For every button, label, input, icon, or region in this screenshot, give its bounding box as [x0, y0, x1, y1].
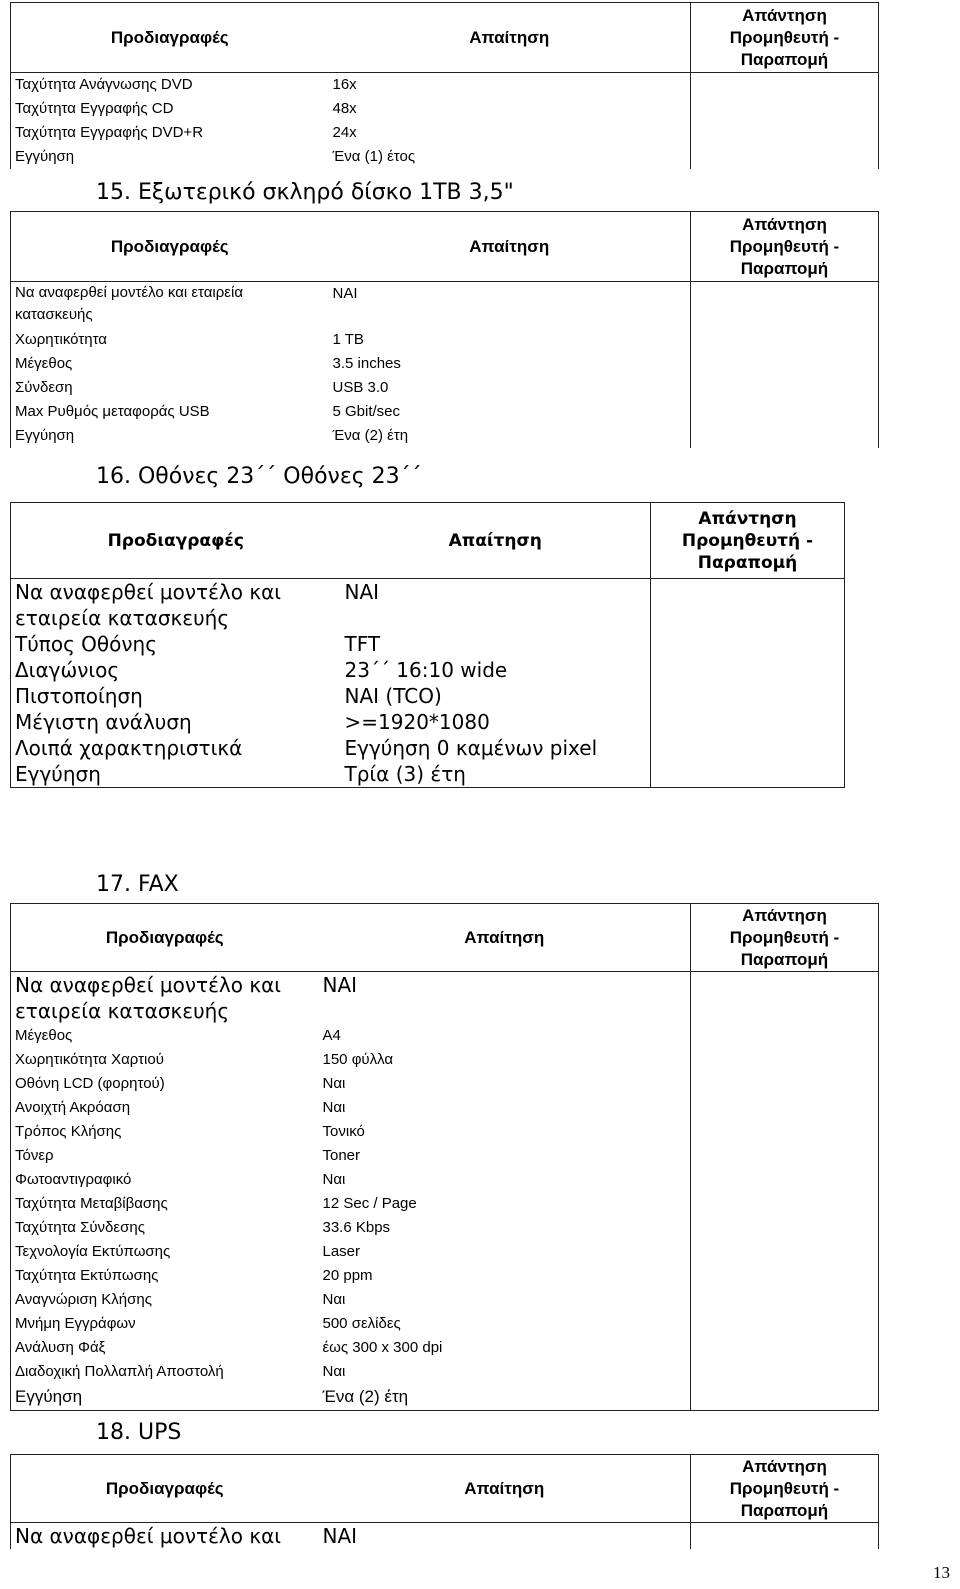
response-cell[interactable] — [691, 1240, 879, 1264]
section-17-title: 17. FAX — [96, 872, 179, 897]
response-cell[interactable] — [691, 1144, 879, 1168]
header-spec: Προδιαγραφές — [11, 3, 329, 73]
table-monitors — [10, 502, 845, 788]
header-req: Απαίτηση — [319, 1455, 691, 1523]
response-cell[interactable] — [691, 376, 879, 400]
header-spec: Προδιαγραφές — [11, 1455, 319, 1523]
header-response: Απάντηση Προμηθευτή - Παραπομή — [691, 3, 879, 73]
spec-cell: Μέγεθος — [11, 352, 329, 376]
spec-cell: Μνήμη Εγγράφων — [11, 1312, 319, 1336]
req-cell: >=1920*1080 — [344, 710, 490, 734]
spec-cell: Τύπος Οθόνης — [11, 631, 341, 657]
req-cell: 5 Gbit/sec — [332, 402, 401, 420]
header-response: Απάντηση Προμηθευτή - Παραπομή — [651, 503, 845, 579]
spec-cell: Εγγύηση — [11, 145, 329, 169]
response-cell[interactable] — [691, 1096, 879, 1120]
spec-cell: Τεχνολογία Εκτύπωσης — [11, 1240, 319, 1264]
req-cell: Ναι — [322, 1291, 346, 1308]
spec-cell: Ταχύτητα Εκτύπωσης — [11, 1264, 319, 1288]
response-cell[interactable] — [651, 683, 845, 709]
header-response: Απάντηση Προμηθευτή - Παραπομή — [691, 904, 879, 972]
req-cell: 20 ppm — [322, 1267, 373, 1284]
response-cell[interactable] — [651, 735, 845, 761]
response-cell[interactable] — [691, 1360, 879, 1384]
req-cell: Εγγύηση 0 καμένων pixel — [344, 736, 598, 760]
spec-cell: Μέγιστη ανάλυση — [11, 709, 341, 735]
response-cell[interactable] — [651, 761, 845, 788]
response-cell[interactable] — [691, 145, 879, 169]
req-cell: Ναι — [322, 1075, 346, 1092]
req-cell: Laser — [322, 1243, 361, 1260]
req-cell: TFT — [344, 632, 381, 656]
spec-cell: Να αναφερθεί μοντέλο και — [11, 1523, 319, 1550]
response-cell[interactable] — [691, 1384, 879, 1411]
table-dvd — [10, 2, 879, 169]
req-cell: ΝΑΙ — [332, 285, 358, 302]
response-cell[interactable] — [651, 657, 845, 683]
header-req: Απαίτηση — [341, 503, 651, 579]
spec-cell: Ταχύτητα Μεταβίβασης — [11, 1192, 319, 1216]
req-cell: 3.5 inches — [332, 354, 401, 372]
req-cell: Τονικό — [322, 1123, 365, 1140]
response-cell[interactable] — [691, 121, 879, 145]
response-cell[interactable] — [691, 1264, 879, 1288]
response-cell[interactable] — [691, 352, 879, 376]
req-cell: 1 TB — [332, 330, 364, 348]
response-cell[interactable] — [691, 1168, 879, 1192]
response-cell[interactable] — [691, 73, 879, 98]
req-cell: 500 σελίδες — [322, 1315, 401, 1332]
response-cell[interactable] — [691, 97, 879, 121]
spec-cell: Να αναφερθεί μοντέλο και εταιρεία κατασκευής — [11, 972, 319, 1025]
req-cell: Ένα (1) έτος — [332, 148, 416, 165]
req-cell: Ναι — [322, 1099, 346, 1116]
spec-cell: Ταχύτητα Ανάγνωσης DVD — [11, 73, 329, 98]
response-cell[interactable] — [691, 1336, 879, 1360]
spec-cell: Οθόνη LCD (φορητού) — [11, 1072, 319, 1096]
table-fax — [10, 903, 879, 1411]
req-cell: ΝΑΙ — [344, 580, 380, 604]
header-req: Απαίτηση — [319, 904, 691, 972]
spec-cell: Τρόπος Κλήσης — [11, 1120, 319, 1144]
req-cell: 150 φύλλα — [322, 1051, 394, 1068]
spec-cell: Να αναφερθεί μοντέλο και εταιρεία κατασκευής — [11, 282, 329, 328]
header-response: Απάντηση Προμηθευτή - Παραπομή — [691, 1455, 879, 1523]
header-req: Απαίτηση — [329, 212, 691, 282]
section-16-title: 16. Οθόνες 23΄΄ Οθόνες 23΄΄ — [96, 464, 422, 489]
spec-cell: Πιστοποίηση — [11, 683, 341, 709]
spec-cell: Ανάλυση Φάξ — [11, 1336, 319, 1360]
response-cell[interactable] — [691, 1120, 879, 1144]
spec-cell: Να αναφερθεί μοντέλο και εταιρεία κατασκευής — [11, 579, 341, 632]
response-cell[interactable] — [651, 709, 845, 735]
req-cell: ΝΑΙ — [322, 1524, 358, 1548]
response-cell[interactable] — [691, 1523, 879, 1550]
response-cell[interactable] — [691, 1288, 879, 1312]
header-req: Απαίτηση — [329, 3, 691, 73]
req-cell: Ναι — [322, 1171, 346, 1188]
spec-cell: Διαγώνιος — [11, 657, 341, 683]
req-cell: Ναι — [322, 1363, 346, 1380]
req-cell: έως 300 x 300 dpi — [322, 1339, 443, 1356]
response-cell[interactable] — [691, 424, 879, 448]
spec-cell: Εγγύηση — [11, 424, 329, 448]
req-cell: 48x — [332, 100, 357, 117]
req-cell: ΝΑΙ — [322, 973, 358, 997]
response-cell[interactable] — [691, 1312, 879, 1336]
spec-cell: Διαδοχική Πολλαπλή Αποστολή — [11, 1360, 319, 1384]
req-cell: USB 3.0 — [332, 378, 389, 396]
response-cell[interactable] — [691, 400, 879, 424]
req-cell: A4 — [322, 1027, 341, 1044]
response-cell[interactable] — [691, 1072, 879, 1096]
spec-cell: Σύνδεση — [11, 376, 329, 400]
spec-cell: Ανοιχτή Ακρόαση — [11, 1096, 319, 1120]
req-cell: Τρία (3) έτη — [341, 761, 651, 788]
spec-cell: Ταχύτητα Εγγραφής DVD+R — [11, 121, 329, 145]
response-cell[interactable] — [691, 1024, 879, 1048]
response-cell[interactable] — [651, 579, 845, 632]
req-cell: Ένα (2) έτη — [332, 426, 409, 444]
page-number: 13 — [933, 1563, 950, 1582]
req-cell: 33.6 Kbps — [322, 1219, 391, 1236]
spec-cell: Τόνερ — [11, 1144, 319, 1168]
section-15-title: 15. Εξωτερικό σκληρό δίσκο 1TB 3,5" — [96, 180, 514, 205]
spec-cell: Εγγύηση — [11, 1384, 319, 1411]
response-cell[interactable] — [691, 1192, 879, 1216]
header-response: Απάντηση Προμηθευτή - Παραπομή — [691, 212, 879, 282]
spec-cell: Φωτοαντιγραφικό — [11, 1168, 319, 1192]
header-spec: Προδιαγραφές — [11, 904, 319, 972]
req-cell: 12 Sec / Page — [322, 1195, 417, 1212]
response-cell[interactable] — [691, 1216, 879, 1240]
spec-cell: Χωρητικότητα — [11, 328, 329, 352]
response-cell[interactable] — [691, 282, 879, 328]
section-18-title: 18. UPS — [96, 1420, 182, 1445]
response-cell[interactable] — [691, 1048, 879, 1072]
spec-cell: Ταχύτητα Σύνδεσης — [11, 1216, 319, 1240]
spec-cell: Μέγεθος — [11, 1024, 319, 1048]
spec-cell: Εγγύηση — [11, 761, 341, 788]
spec-cell: Χωρητικότητα Χαρτιού — [11, 1048, 319, 1072]
header-spec: Προδιαγραφές — [11, 212, 329, 282]
req-cell: 23΄΄ 16:10 wide — [344, 658, 508, 682]
response-cell[interactable] — [651, 631, 845, 657]
spec-cell: Ταχύτητα Εγγραφής CD — [11, 97, 329, 121]
table-external-hdd — [10, 211, 879, 448]
req-cell: ΝΑΙ (TCO) — [344, 684, 442, 708]
req-cell: Toner — [322, 1147, 361, 1164]
req-cell: 16x — [332, 76, 357, 93]
req-cell: Ένα (2) έτη — [319, 1384, 691, 1411]
spec-cell: Αναγνώριση Κλήσης — [11, 1288, 319, 1312]
response-cell[interactable] — [691, 328, 879, 352]
spec-cell: Max Ρυθμός μεταφοράς USB — [11, 400, 329, 424]
table-ups — [10, 1454, 879, 1549]
header-spec: Προδιαγραφές — [11, 503, 341, 579]
response-cell[interactable] — [691, 972, 879, 1025]
req-cell: 24x — [332, 124, 357, 141]
spec-cell: Λοιπά χαρακτηριστικά — [11, 735, 341, 761]
